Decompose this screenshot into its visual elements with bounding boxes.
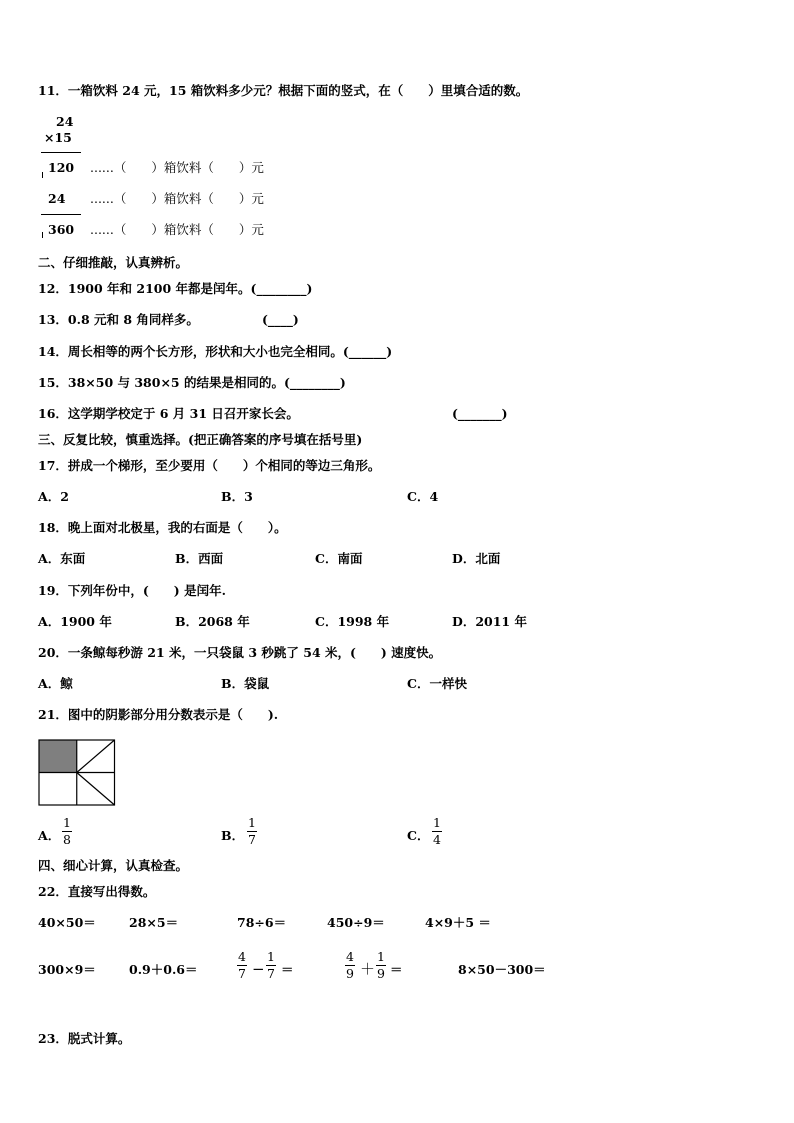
calc-item: 0.9＋0.6＝ — [129, 962, 198, 977]
calc-line — [41, 214, 81, 215]
shaded-region — [39, 740, 77, 773]
q21-option-a-fraction — [62, 816, 72, 847]
q19-option-c: C．1998 年 — [315, 614, 390, 629]
question-15: 15．38×50 与 380×5 的结果是相同的。(________) — [38, 375, 346, 390]
question-16: 16．这学期学校定于 6 月 31 日召开家长会。 — [38, 406, 299, 421]
operator: − — [252, 960, 265, 978]
q19-option-d: D．2011 年 — [452, 614, 527, 629]
question-18: 18．晚上面对北极星，我的右面是（ ）。 — [38, 520, 287, 535]
diagonal-line — [77, 773, 115, 806]
q18-option-d: D．北面 — [452, 551, 501, 566]
calc-item: 4×9＋5 ＝ — [425, 915, 491, 930]
calc-fill-1: ......（ ）箱饮料（ ）元 — [90, 160, 264, 175]
calc-tick — [42, 232, 43, 238]
numerator: 1 — [248, 815, 256, 830]
calc-item: 8×50－300＝ — [458, 962, 546, 977]
question-22: 22．直接写出得数。 — [38, 884, 156, 899]
calc-row-3: 360 — [48, 222, 75, 237]
question-13-blank: (____) — [262, 312, 299, 327]
q17-option-b: B．3 — [221, 489, 253, 504]
shaded-square-figure — [38, 739, 116, 806]
q18-option-a: A．东面 — [38, 551, 86, 566]
denominator: 4 — [433, 832, 441, 847]
question-17: 17．拼成一个梯形，至少要用（ ）个相同的等边三角形。 — [38, 458, 381, 473]
fraction — [266, 950, 276, 981]
numerator: 1 — [63, 815, 71, 830]
denominator: 7 — [238, 966, 246, 981]
question-14: 14．周长相等的两个长方形，形状和大小也完全相同。(______) — [38, 344, 393, 359]
equals: ＝ — [281, 962, 294, 977]
calc-tick — [42, 172, 43, 178]
diagonal-line — [77, 740, 115, 773]
q21-option-a-label: A． — [38, 828, 61, 843]
fraction — [376, 950, 386, 981]
question-11: 11．一箱饮料 24 元，15 箱饮料多少元？根据下面的竖式，在（ ）里填合适的数。 — [38, 83, 529, 98]
numerator: 1 — [267, 949, 275, 964]
q19-option-a: A．1900 年 — [38, 614, 112, 629]
q21-option-c-fraction — [432, 816, 442, 847]
calc-row-2: 24 — [48, 191, 66, 206]
section-2-heading: 二、仔细推敲，认真辨析。 — [38, 255, 189, 270]
question-23: 23．脱式计算。 — [38, 1031, 131, 1046]
equals: ＝ — [390, 962, 403, 977]
calc-line — [41, 152, 81, 153]
question-13: 13．0.8 元和 8 角同样多。 — [38, 312, 199, 327]
calc-item: 450÷9＝ — [327, 915, 385, 930]
section-3-heading: 三、反复比较，慎重选择。(把正确答案的序号填在括号里) — [38, 432, 363, 447]
denominator: 7 — [267, 966, 275, 981]
q17-option-c: C．4 — [407, 489, 439, 504]
denominator: 9 — [346, 966, 354, 981]
numerator: 4 — [238, 949, 246, 964]
question-12: 12．1900 年和 2100 年都是闰年。(________) — [38, 281, 313, 296]
question-20: 20．一条鲸每秒游 21 米，一只袋鼠 3 秒跳了 54 米，( ) 速度快。 — [38, 645, 442, 660]
denominator: 7 — [248, 832, 256, 847]
q21-option-b-label: B． — [221, 828, 245, 843]
operator: ＋ — [360, 960, 376, 978]
section-4-heading: 四、细心计算，认真检查。 — [38, 858, 189, 873]
calc-item: 40×50＝ — [38, 915, 96, 930]
numerator: 1 — [433, 815, 441, 830]
q17-option-a: A．2 — [38, 489, 69, 504]
denominator: 8 — [63, 832, 71, 847]
fraction — [345, 950, 355, 981]
question-21: 21．图中的阴影部分用分数表示是（ ). — [38, 707, 279, 722]
calc-multiplicand: 24 — [56, 114, 74, 129]
calc-item: 300×9＝ — [38, 962, 96, 977]
calc-item: 78÷6＝ — [237, 915, 287, 930]
calc-fill-3: ......（ ）箱饮料（ ）元 — [90, 222, 264, 237]
calc-item: 28×5＝ — [129, 915, 179, 930]
q19-option-b: B．2068 年 — [175, 614, 250, 629]
q21-option-b-fraction — [247, 816, 257, 847]
question-19: 19．下列年份中，( ) 是闰年. — [38, 583, 226, 598]
numerator: 1 — [377, 949, 385, 964]
calc-row-1: 120 — [48, 160, 75, 175]
q20-option-b: B．袋鼠 — [221, 676, 270, 691]
q18-option-b: B．西面 — [175, 551, 224, 566]
calc-multiplier: ×15 — [44, 130, 72, 145]
q20-option-a: A．鲸 — [38, 676, 73, 691]
q21-option-c-label: C． — [407, 828, 430, 843]
calc-fill-2: ......（ ）箱饮料（ ）元 — [90, 191, 264, 206]
numerator: 4 — [346, 949, 354, 964]
fraction — [237, 950, 247, 981]
denominator: 9 — [377, 966, 385, 981]
q20-option-c: C．一样快 — [407, 676, 467, 691]
question-16-blank: (_______) — [452, 406, 508, 421]
q18-option-c: C．南面 — [315, 551, 363, 566]
